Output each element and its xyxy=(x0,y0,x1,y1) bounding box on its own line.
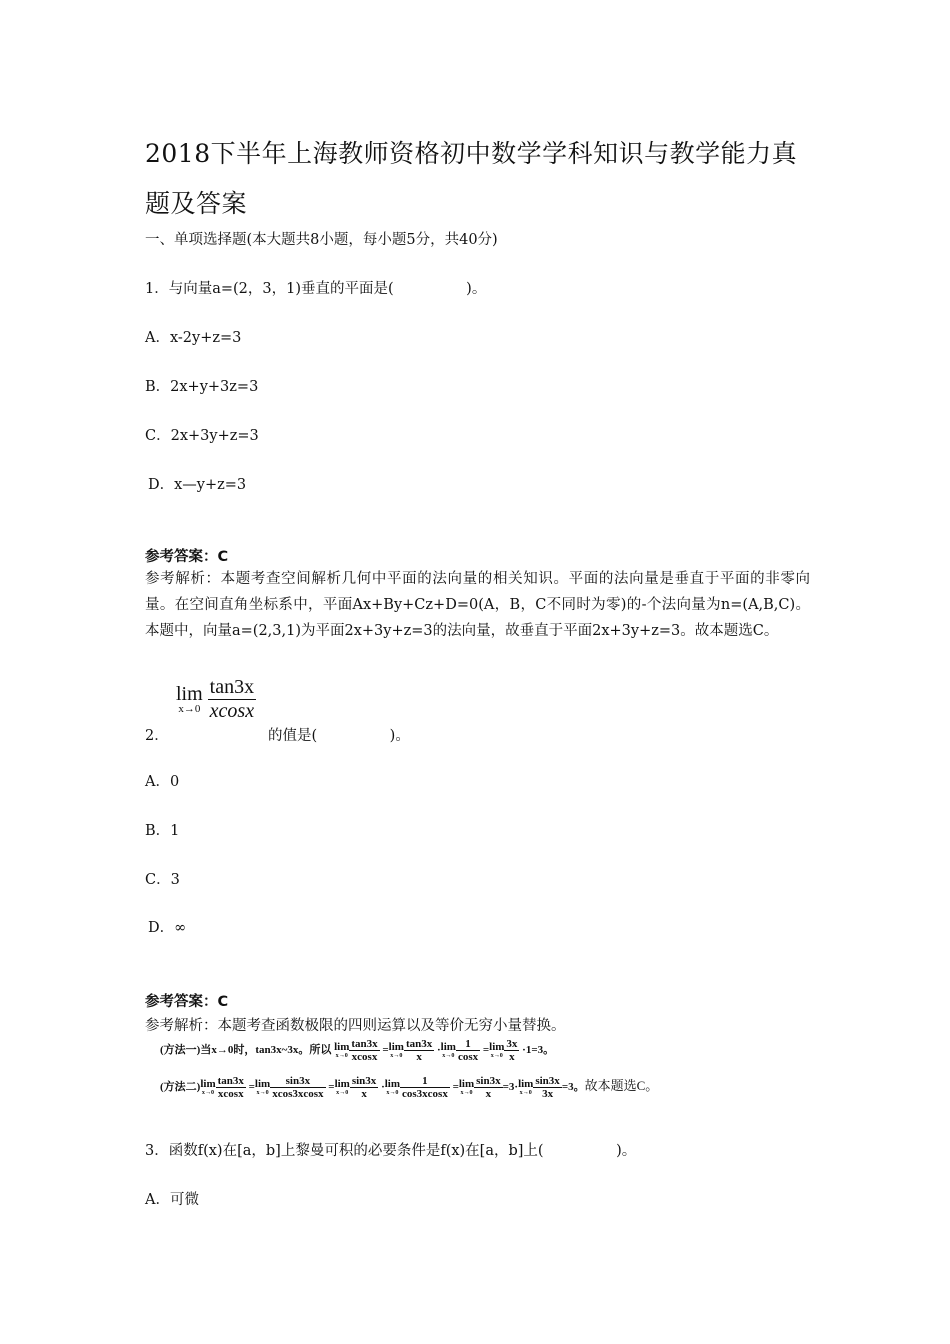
question-2-option-a: A．0 xyxy=(145,774,180,790)
question-2-option-d: D．∞ xyxy=(148,920,187,936)
document-title-line-2: 题及答案 xyxy=(145,189,248,218)
question-1-stem: 1．与向量a=(2，3，1)垂直的平面是( )。 xyxy=(145,281,487,297)
question-2-analysis: 参考解析：本题考查函数极限的四则运算以及等价无穷小量替换。 xyxy=(145,1018,566,1034)
question-3-option-a: A．可微 xyxy=(145,1192,199,1208)
question-2-number: 2． xyxy=(145,728,169,744)
method-2-formula: (方法二) lim x→0 $\frac{\tan 3x}{xcosx}$ = lim x→0 $\frac{\sin 3x}{xcos3xcosx}$ = lim x→0 $\frac{\sin 3x}{x}$ · lim x→0 $\frac{1}{\cos 3xcosx}$ = lim x→0 $\frac{\sin 3x}{x}$ =3· lim x→0 $\frac{\sin 3x}{3x}$ =3。故本题选C。 xyxy=(160,1075,659,1100)
question-2-option-c: C．3 xyxy=(145,872,180,888)
method-1-formula: (方法一)当x→0时，tan3x~3x。所以 lim x→0 $\frac{\tan 3x}{xcosx}$ = lim x→0 $\frac{\tan 3x}{x}$ · lim x→0 $\frac{1}{\cos x}$ = lim x→0 $\frac{3x}{x}$ ·1=3。 xyxy=(160,1038,555,1063)
question-1-analysis: 参考解析：本题考查空间解析几何中平面的法向量的相关知识。平面的法向量是垂直于平面的非零向量。在空间直角坐标系中，平面Ax+By+Cz+D=0(A，B，C不同时为零)的-个法向量为n=(A,B,C)。本题中，向量a=(2,3,1)为平面2x+3y+z=3的法向量，故垂直于平面2x+3y+z=3。故本题选C。 xyxy=(145,571,810,639)
question-2-stem-tail: 的值是( )。 xyxy=(268,728,410,744)
question-2-answer: 参考答案：C xyxy=(145,994,229,1010)
question-1-option-d: D．x—y+z=3 xyxy=(148,477,247,493)
section-heading: 一、单项选择题(本大题共8小题，每小题5分，共40分) xyxy=(145,232,498,248)
question-2-limit-formula xyxy=(176,676,256,723)
limit-operator: lim x→0 xyxy=(176,683,203,715)
question-1-option-a: A．x-2y+z=3 xyxy=(145,330,242,346)
question-1-answer: 参考答案：C xyxy=(145,549,229,565)
question-2-option-b: B．1 xyxy=(145,823,180,839)
question-3-stem: 3．函数f(x)在[a，b]上黎曼可积的必要条件是f(x)在[a，b]上( )。 xyxy=(145,1143,637,1159)
document-title-line-1: 2018下半年上海教师资格初中数学学科知识与教学能力真 xyxy=(145,139,798,168)
limit-fraction: $\frac{\tan 3x}{xcosx}$ xyxy=(209,676,255,722)
question-1-option-b: B．2x+y+3z=3 xyxy=(145,379,259,395)
question-1-option-c: C．2x+3y+z=3 xyxy=(145,428,259,444)
